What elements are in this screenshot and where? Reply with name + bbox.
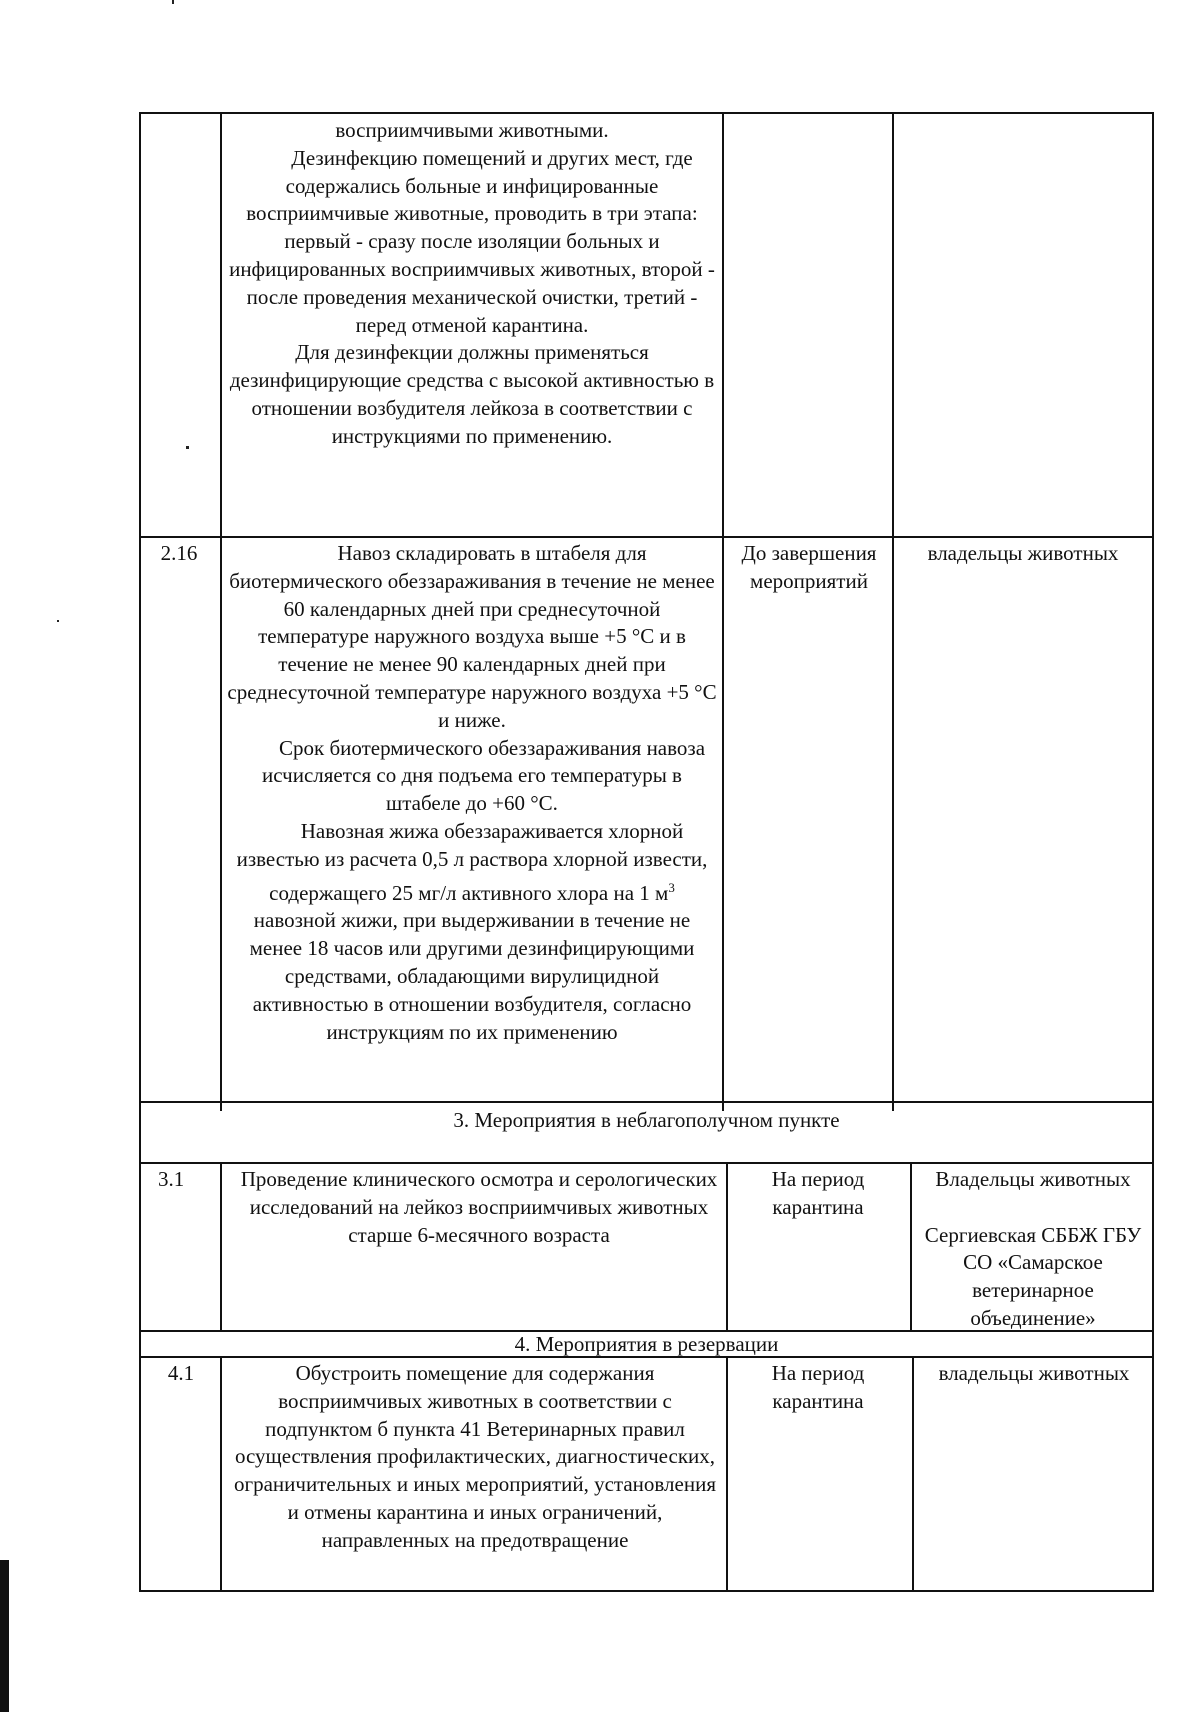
measure-paragraph: восприимчивыми животными. xyxy=(335,118,609,142)
deadline-cell: На период карантина xyxy=(771,1361,865,1413)
measure-paragraph: Для дезинфекции должны применяться дезинфицирующие средства с высокой активностью в отношении возбудителя лейкоза в соответствии с инструкциями по применению. xyxy=(229,340,715,448)
row-number: 4.1 xyxy=(167,1361,195,1385)
measure-text-fragment: Навозная жижа обеззараживается хлорной известью из расчета 0,5 л раствора хлорной извести, содержащего 25 мг/л активного хлора на 1 м xyxy=(236,818,708,905)
scan-mark-dot xyxy=(186,446,189,449)
responsible-cell: владельцы животных xyxy=(938,1361,1130,1385)
table-border-bottom xyxy=(139,1590,1154,1592)
responsible-line: Сергиевская СББЖ ГБУ СО «Самарское ветеринарное объединение» xyxy=(924,1222,1142,1330)
column-divider-1 xyxy=(220,112,222,1111)
column-divider-3b xyxy=(910,1162,912,1332)
column-divider-3c xyxy=(912,1356,914,1592)
column-divider-2c xyxy=(726,1356,728,1592)
measure-text-2-16 xyxy=(226,540,718,1046)
measure-paragraph: Проведение клинического осмотра и серологических исследований на лейкоз восприимчивых животных старше 6-месячного возраста xyxy=(240,1167,718,1247)
measure-text-fragment: навозной жижи, при выдерживании в течение не менее 18 часов или другими дезинфицирующими средствами, обладающими вирулицидной активностью в отношении возбудителя, согласно инструкциям по их применению xyxy=(249,908,695,1044)
column-divider-3 xyxy=(892,112,894,1111)
column-divider-1c xyxy=(220,1356,222,1592)
scan-mark-dot-2 xyxy=(57,620,59,622)
measure-paragraph: Обустроить помещение для содержания восприимчивых животных в соответствии с подпунктом б пункта 41 Ветеринарных правил осуществления профилактических, диагностических, ограничительных и иных мероприятий, установления и отмены карантина и иных ограничений, направленных на предотвращение xyxy=(234,1361,716,1552)
deadline-cell: На период карантина xyxy=(771,1167,865,1219)
responsible-cell: владельцы животных xyxy=(927,541,1119,565)
measure-text-continued xyxy=(226,117,718,451)
table-border-top xyxy=(139,112,1154,114)
measure-paragraph: Дезинфекцию помещений и других мест, где содержались больные и инфицированные восприимчивые животные, проводить в три этапа: первый - сразу после изоляции больных и инфицированных восприимчивых животных, второй - после проведения механической очистки, третий - перед отменой карантина. xyxy=(229,145,715,337)
row-number: 2.16 xyxy=(160,541,198,565)
responsible-cell xyxy=(916,1166,1150,1333)
measure-paragraph: Навоз складировать в штабеля для биотермического обеззараживания в течение не менее 60 календарных дней при среднесуточной температуре наружного воздуха выше +5 °С и в течение не менее 90 календарных дней при среднесуточной температуре наружного воздуха +5 °С и ниже. xyxy=(227,541,717,732)
table-border-right xyxy=(1152,112,1154,1592)
scan-edge-shadow xyxy=(0,1560,9,1712)
responsible-line: Владельцы животных xyxy=(935,1167,1131,1191)
row-divider-3 xyxy=(139,1162,1154,1164)
measure-text-3-1 xyxy=(240,1166,718,1249)
column-divider-1b xyxy=(220,1162,222,1332)
row-divider-1 xyxy=(139,536,1154,538)
measure-paragraph: Срок биотермического обеззараживания навоза исчисляется со дня подъема его температуры в штабеле до +60 °С. xyxy=(262,735,706,816)
table-border-left xyxy=(139,112,141,1592)
row-number: 3.1 xyxy=(158,1167,185,1191)
row-divider-2 xyxy=(139,1101,1154,1103)
scan-mark-top xyxy=(172,0,174,4)
deadline-cell: До завершения мероприятий xyxy=(741,541,877,593)
measure-paragraph xyxy=(226,818,718,1046)
column-divider-2 xyxy=(722,112,724,1111)
measure-text-4-1 xyxy=(230,1360,720,1555)
superscript-exponent: 3 xyxy=(668,879,675,895)
column-divider-2b xyxy=(726,1162,728,1332)
section-title: 3. Мероприятия в неблагополучном пункте xyxy=(453,1108,840,1132)
section-title: 4. Мероприятия в резервации xyxy=(514,1332,779,1356)
